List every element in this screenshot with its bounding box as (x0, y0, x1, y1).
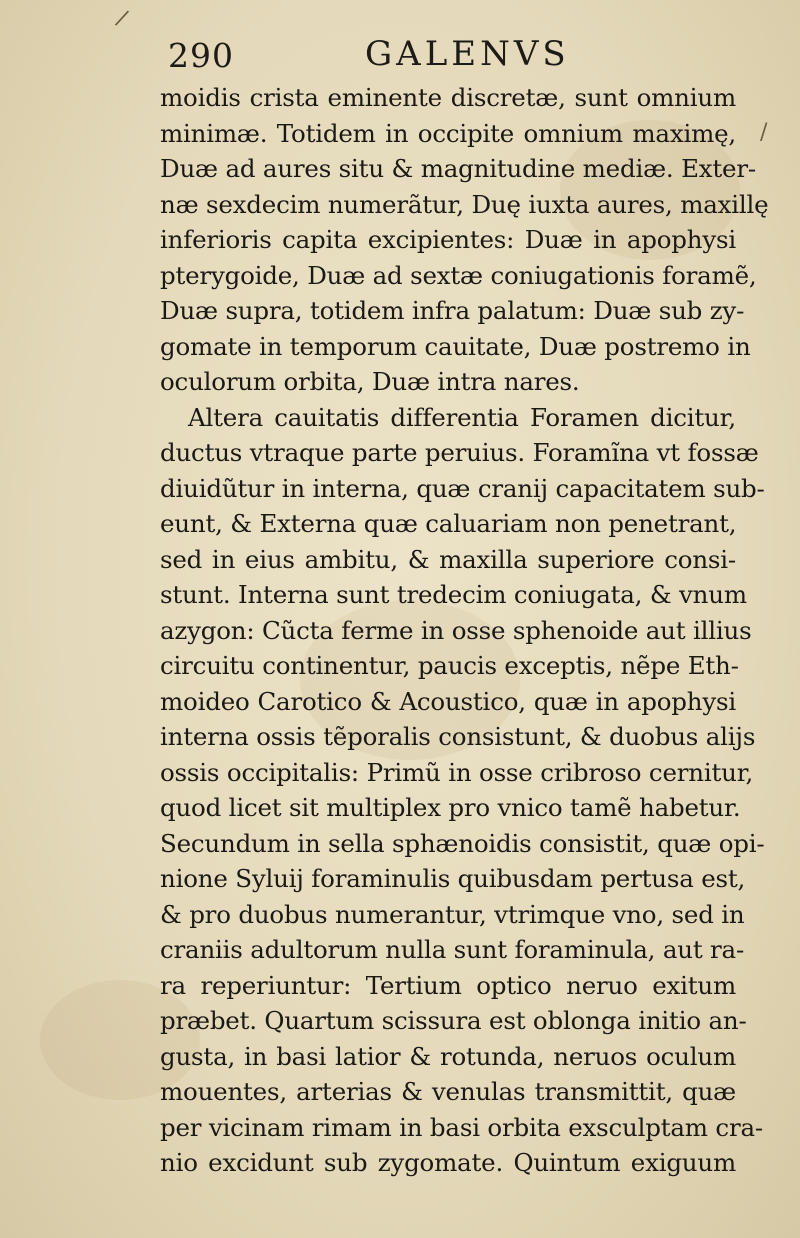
body-text (160, 80, 769, 1181)
text-line: næ sexdecim numerãtur, Duę iuxta aures, maxillę (160, 189, 769, 219)
text-line: quod licet sit multiplex pro vnico tamẽ habetur. (160, 793, 741, 822)
text-line: craniis adultorum nulla sunt foraminula, aut ra- (160, 935, 745, 964)
text-line: oculorum orbita, Duæ intra nares. (160, 367, 580, 396)
page-header (160, 30, 740, 82)
text-line: ductus vtraque parte peruius. Foramĩna vt fossæ (160, 438, 759, 467)
text-line: gusta, in basi latior & rotunda, neruos oculum (160, 1041, 736, 1071)
text-line: sed in eius ambitu, & maxilla superiore consi- (160, 544, 736, 574)
text-line: azygon: Cũcta ferme in osse sphenoide aut illius (160, 615, 752, 645)
text-line: per vicinam rimam in basi orbita exsculptam cra- (160, 1112, 763, 1142)
page-number: 290 (168, 36, 234, 75)
text-line: Duæ ad aures situ & magnitudine mediæ. Exter- (160, 154, 756, 183)
text-line: ra reperiuntur: Tertium optico neruo exitum (160, 970, 736, 1000)
text-line: gomate in temporum cauitate, Duæ postremo in (160, 331, 751, 361)
text-line: minimæ. Totidem in occipite omnium maximę, (160, 118, 736, 148)
text-line: pterygoide, Duæ ad sextæ coniugationis foramẽ, (160, 260, 757, 290)
text-line: inferioris capita excipientes: Duæ in apophysi (160, 225, 736, 254)
text-line: eunt, & Externa quæ caluariam non penetrant, (160, 509, 737, 538)
text-line: moideo Carotico & Acoustico, quæ in apophysi (160, 686, 736, 716)
text-line: Secundum in sella sphænoidis consistit, quæ opi- (160, 828, 765, 858)
text-line: mouentes, arterias & venulas transmittit, quæ (160, 1077, 736, 1106)
text-line: Duæ supra, totidem infra palatum: Duæ sub zy- (160, 296, 745, 325)
text-line: diuidũtur in interna, quæ cranij capacitatem sub- (160, 473, 765, 503)
margin-tick: / (113, 5, 131, 32)
text-line: nio excidunt sub zygomate. Quintum exiguum (160, 1148, 736, 1177)
text-line: ossis occipitalis: Primũ in osse cribroso cernitur, (160, 757, 754, 787)
text-line: & pro duobus numerantur, vtrimque vno, sed in (160, 899, 745, 929)
text-line: moidis crista eminente discretæ, sunt omnium (160, 83, 736, 112)
text-line: stunt. Interna sunt tredecim coniugata, & vnum (160, 580, 747, 609)
text-line: præbet. Quartum scissura est oblonga initio an- (160, 1006, 747, 1035)
running-head: GALENVS (365, 34, 570, 74)
text-line: nione Syluij foraminulis quibusdam pertusa est, (160, 864, 746, 893)
margin-tick: / (760, 120, 768, 145)
text-line: interna ossis tẽporalis consistunt, & duobus alijs (160, 722, 756, 751)
text-line: Altera cauitatis differentia Foramen dicitur, (188, 402, 736, 432)
text-line: circuitu continentur, paucis exceptis, nẽpe Eth- (160, 651, 739, 680)
